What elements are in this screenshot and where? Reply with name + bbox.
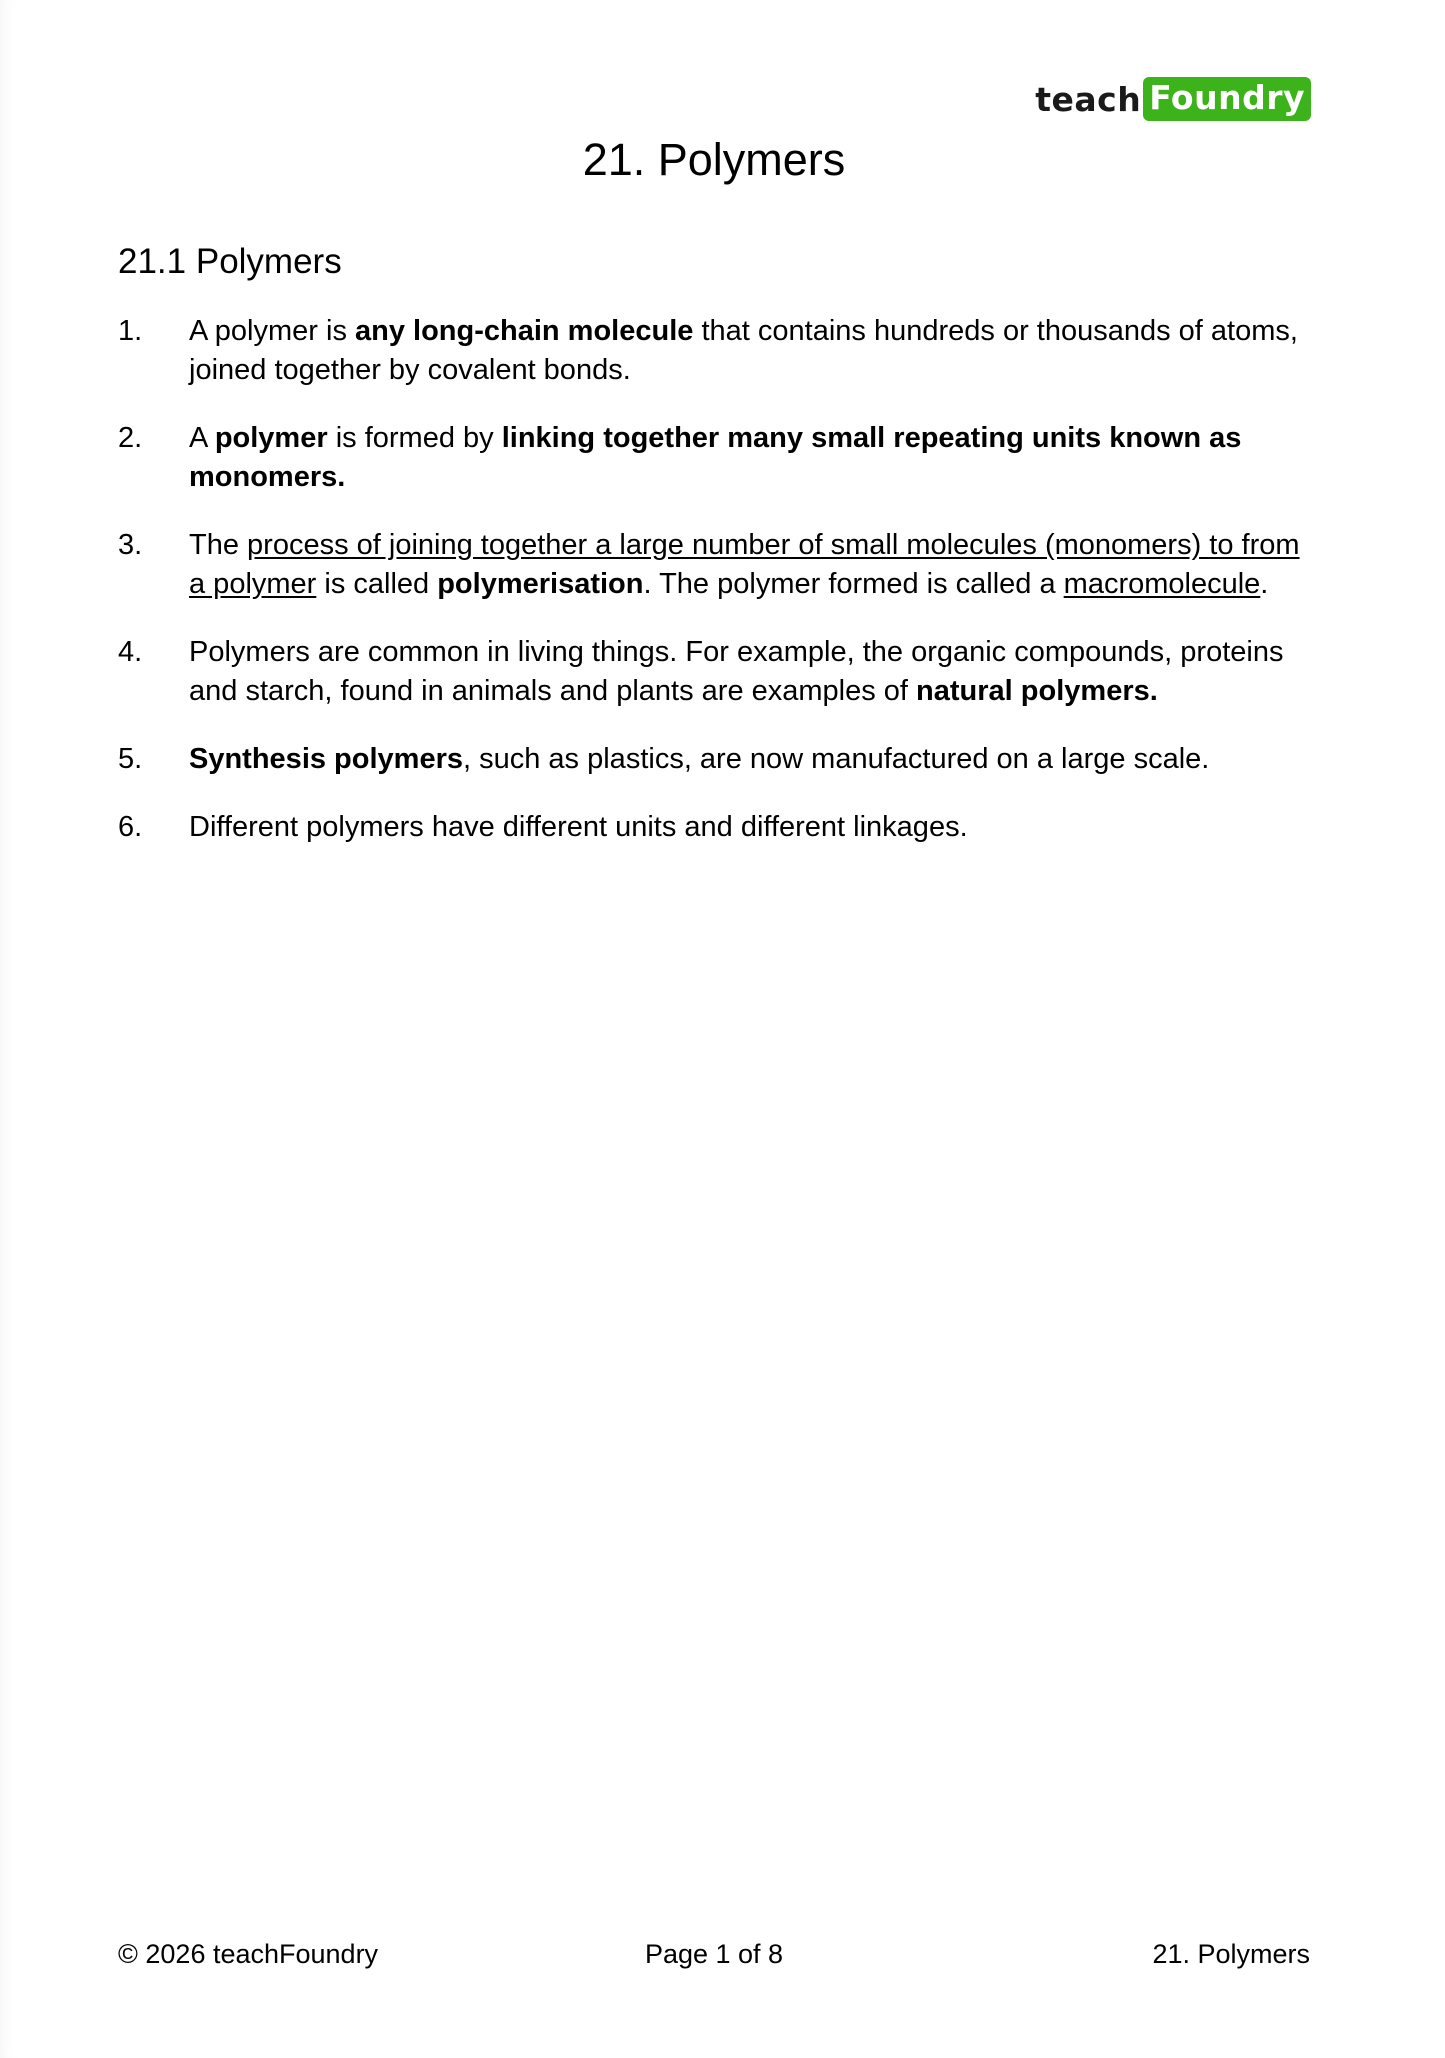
logo-text-foundry: Foundry: [1143, 77, 1311, 121]
list-item-number: 4.: [118, 636, 143, 668]
list-item: [118, 312, 1318, 390]
list-item-text: [189, 526, 1318, 604]
numbered-list: [118, 312, 1318, 876]
bold-text: linking together many small repeating units known as monomers.: [189, 422, 1242, 493]
text-segment: , such as plastics, are now manufactured on a large scale.: [463, 743, 1210, 775]
list-item-text: [189, 808, 1318, 847]
footer-document-title: 21. Polymers: [1152, 1939, 1310, 1969]
bold-text: polymer: [214, 422, 328, 454]
underlined-text: macromolecule: [1063, 568, 1261, 600]
section-heading: 21.1 Polymers: [118, 242, 342, 281]
list-item-number: 3.: [118, 529, 143, 561]
page-title: 21. Polymers: [582, 134, 846, 185]
list-item-text: [189, 740, 1318, 779]
teachfoundry-logo: [1035, 76, 1311, 122]
bold-text: natural polymers.: [916, 675, 1158, 707]
footer-copyright: © 2026 teachFoundry: [118, 1939, 379, 1969]
list-item: [118, 419, 1318, 497]
text-segment: The: [189, 529, 248, 561]
list-item-text: [189, 312, 1318, 390]
text-segment: is called: [316, 568, 438, 600]
text-segment: A: [189, 422, 215, 454]
list-item-number: 6.: [118, 811, 143, 843]
text-segment: that contains hundreds or thousands of atoms, joined together by covalent bonds.: [189, 315, 1298, 386]
bold-text: polymerisation: [437, 568, 644, 600]
text-segment: Polymers are common in living things. For example, the organic compounds, proteins and starch, found in animals and plants are examples of: [189, 636, 1284, 707]
list-item-text: [189, 633, 1318, 711]
list-item: [118, 633, 1318, 711]
list-item: [118, 526, 1318, 604]
list-item-number: 5.: [118, 743, 143, 775]
logo-text-teach: teach: [1035, 79, 1142, 119]
footer-page-number: Page 1 of 8: [644, 1939, 784, 1969]
page-footer: [118, 1934, 1310, 1974]
list-item-text: [189, 419, 1318, 497]
list-item-number: 2.: [118, 422, 143, 454]
text-segment: .: [1260, 568, 1269, 600]
list-item: [118, 808, 1318, 847]
list-item-number: 1.: [118, 315, 143, 347]
list-item: [118, 740, 1318, 779]
text-segment: . The polymer formed is called a: [643, 568, 1064, 600]
underlined-text: process of joining together a large number of small molecules (monomers) to from a polymer: [189, 529, 1300, 600]
bold-text: Synthesis polymers: [189, 743, 463, 775]
text-segment: is formed by: [327, 422, 502, 454]
text-segment: Different polymers have different units and different linkages.: [189, 811, 968, 843]
text-segment: A polymer is: [189, 315, 355, 347]
bold-text: any long-chain molecule: [355, 315, 694, 347]
